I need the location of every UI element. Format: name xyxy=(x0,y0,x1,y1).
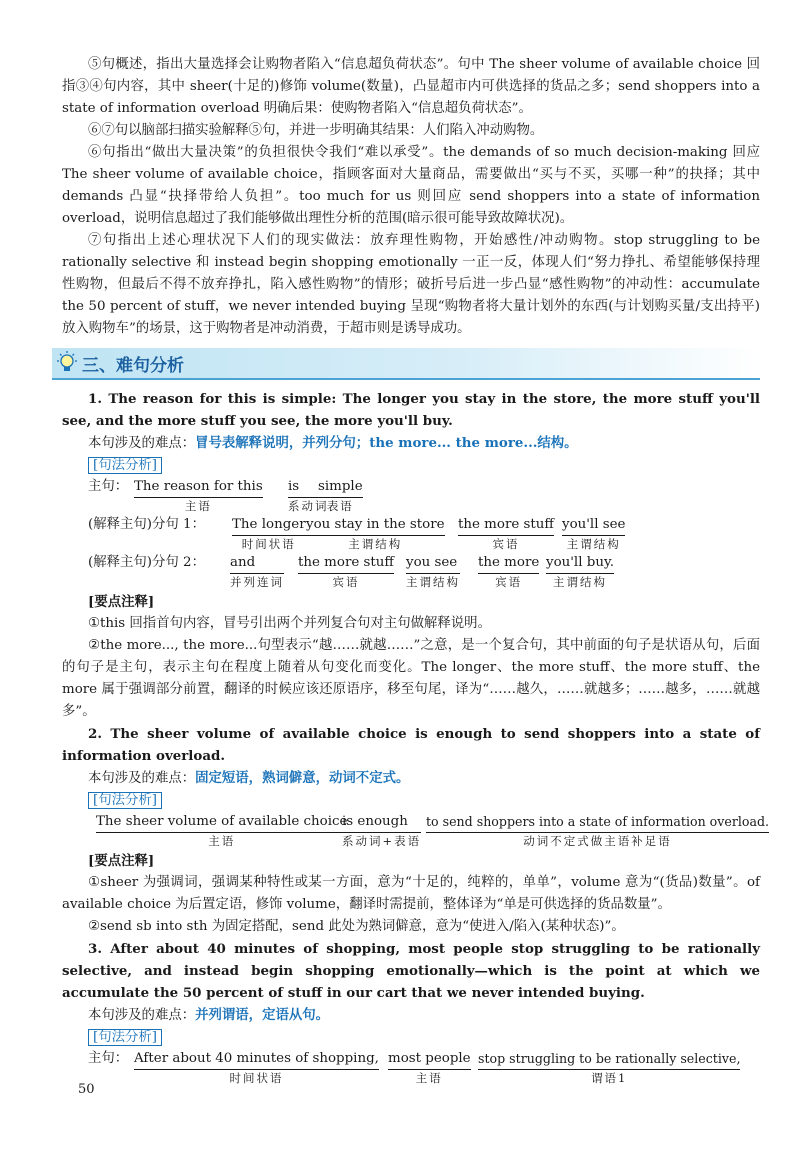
section-heading-bar xyxy=(52,348,760,380)
key-note: ②send sb into sth 为固定搭配，send 此处为熟词僻意，意为“使进入/陷入(某种状态)”。 xyxy=(88,919,625,934)
syntax-analysis-label: [句法分析] xyxy=(62,455,760,477)
page-content xyxy=(62,54,770,1087)
key-note: ①this 回指首句内容，冒号引出两个并列复合句对主句做解释说明。 xyxy=(88,616,491,631)
syntax-segment: to send shoppers into a state of information overload. 动词不定式做主语补足语 xyxy=(426,814,770,848)
syntax-segment: The reason for this 主语 xyxy=(134,479,263,513)
syntax-row-clause-2: (解释主句)分句 2： and 并列连词 the more stuff 宾语 you see 主谓结构 the more 宾语 you'll buy. 主谓结构 xyxy=(88,555,614,589)
analysis-paragraph: ⑦句指出上述心理状况下人们的现实做法：放弃理性购物，开始感性/冲动购物。stop struggling to be rationally selective 和 instead begin shopping emotionally 一正一反，体现人们“努力挣扎、希望能够保持理性购物，但最后不得不放弃挣扎，陷入感性购物”的情形；破折号后进一步凸显“感性购物”的冲动性：accumulate the 50 percent of stuff，we never intended buying 呈现“购物者将大量计划外的东西(与计划购买量/支出持平)放入购物车”的场景，这于购物者是冲动消费，于超市则是诱导成功。 xyxy=(62,233,760,336)
syntax-row-clause-1: (解释主句)分句 1： The longer 时间状语 you stay in the store 主谓结构 the more stuff 宾语 you'll see 主谓结构 xyxy=(88,517,626,551)
difficult-sentence-1: 1. The reason for this is simple: The longer you stay in the store, the more stuff you'll see, and the more stuff you see, the more you'll buy. xyxy=(62,391,760,429)
syntax-segment: stop struggling to be rationally selective, 谓语1 xyxy=(478,1051,741,1085)
syntax-segment: most people 主语 xyxy=(388,1051,471,1085)
syntax-row-main: 主句： After about 40 minutes of shopping, 时间状语 most people 主语 stop struggling to be rationally selective, 谓语1 xyxy=(88,1051,741,1085)
syntax-segment: you see 主谓结构 xyxy=(406,555,460,589)
analysis-paragraph: ⑤句概述，指出大量选择会让购物者陷入“信息超负荷状态”。句中 The sheer volume of available choice 回指③④句内容，其中 sheer(十足的)修饰 volume(数量)，凸显超市内可供选择的货品之多；send shoppers into a state of information overload 明确后果：使购物者陷入“信息超负荷状态”。 xyxy=(62,57,760,116)
syntax-segment: is enough 系动词+表语 xyxy=(342,814,422,848)
syntax-segment: you stay in the store 主谓结构 xyxy=(306,517,445,551)
syntax-analysis-label: [句法分析] xyxy=(62,790,760,812)
key-notes-label: [要点注释] xyxy=(88,853,155,869)
syntax-segment: the more 宾语 xyxy=(478,555,540,589)
syntax-row-main: 主句： The reason for this 主语 is 系动词 simple 表语 xyxy=(88,479,363,513)
difficult-sentence-2: 2. The sheer volume of available choice is enough to send shoppers into a state of information overload. xyxy=(62,726,760,764)
analysis-paragraph: ⑥⑦句以脑部扫描实验解释⑤句，并进一步明确其结果：人们陷入冲动购物。 xyxy=(88,123,544,138)
page-number: 50 xyxy=(78,1082,95,1097)
syntax-segment: simple 表语 xyxy=(318,479,363,513)
syntax-segment: is 系动词 xyxy=(288,479,329,513)
syntax-segment: the more stuff 宾语 xyxy=(458,517,554,551)
syntax-segment: the more stuff 宾语 xyxy=(298,555,394,589)
key-notes-label: [要点注释] xyxy=(88,594,155,610)
key-note: ②the more..., the more...句型表示“越……就越……”之意，是一个复合句，其中前面的句子是状语从句，后面的句子是主句，表示主句在程度上随着从句变化而变化。The longer、the more stuff、the more stuff、the more 属于强调部分前置，翻译的时候应该还原语序，移至句尾，译为“……越久，……就越多；……越多，……就越多”。 xyxy=(62,638,760,719)
syntax-segment: The longer 时间状语 xyxy=(232,517,306,551)
key-note: ①sheer 为强调词，强调某种特性或某一方面，意为“十足的，纯粹的，单单”，volume 意为“(货品)数量”。of available choice 为后置定语，修饰 volume，翻译时需提前，整体译为“单是可供选择的货品数量”。 xyxy=(62,875,760,912)
syntax-segment: After about 40 minutes of shopping, 时间状语 xyxy=(134,1051,379,1085)
difficulty-line: 本句涉及的难点：固定短语，熟词僻意，动词不定式。 xyxy=(88,770,410,786)
syntax-segment: and 并列连词 xyxy=(230,555,284,589)
difficulty-line: 本句涉及的难点：冒号表解释说明，并列分句；the more... the more...结构。 xyxy=(88,435,578,451)
analysis-paragraph: ⑥句指出“做出大量决策”的负担很快令我们“难以承受”。the demands of so much decision-making 回应 The sheer volume of available choice，指顾客面对大量商品，需要做出“买与不买，买哪一种”的抉择；其中 demands 凸显“抉择带给人负担”。too much for us 则回应 send shoppers into a state of information overload，说明信息超过了我们能够做出理性分析的范围(暗示很可能导致故障状况)。 xyxy=(62,145,760,226)
syntax-row-main xyxy=(62,812,770,850)
lightbulb-icon xyxy=(54,350,80,376)
syntax-segment: you'll see 主谓结构 xyxy=(562,517,626,551)
difficult-sentence-3: 3. After about 40 minutes of shopping, most people stop struggling to be rationally selective, and instead begin shopping emotionally—which is the point at which we accumulate the 50 percent of stuff in our cart that we never intended buying. xyxy=(62,941,760,1001)
syntax-analysis-label: [句法分析] xyxy=(62,1027,760,1049)
syntax-segment: The sheer volume of available choice 主语 xyxy=(96,814,348,848)
section-heading: 三、难句分析 xyxy=(82,356,184,376)
syntax-segment: you'll buy. 主谓结构 xyxy=(546,555,614,589)
difficulty-line: 本句涉及的难点：并列谓语，定语从句。 xyxy=(88,1007,330,1023)
